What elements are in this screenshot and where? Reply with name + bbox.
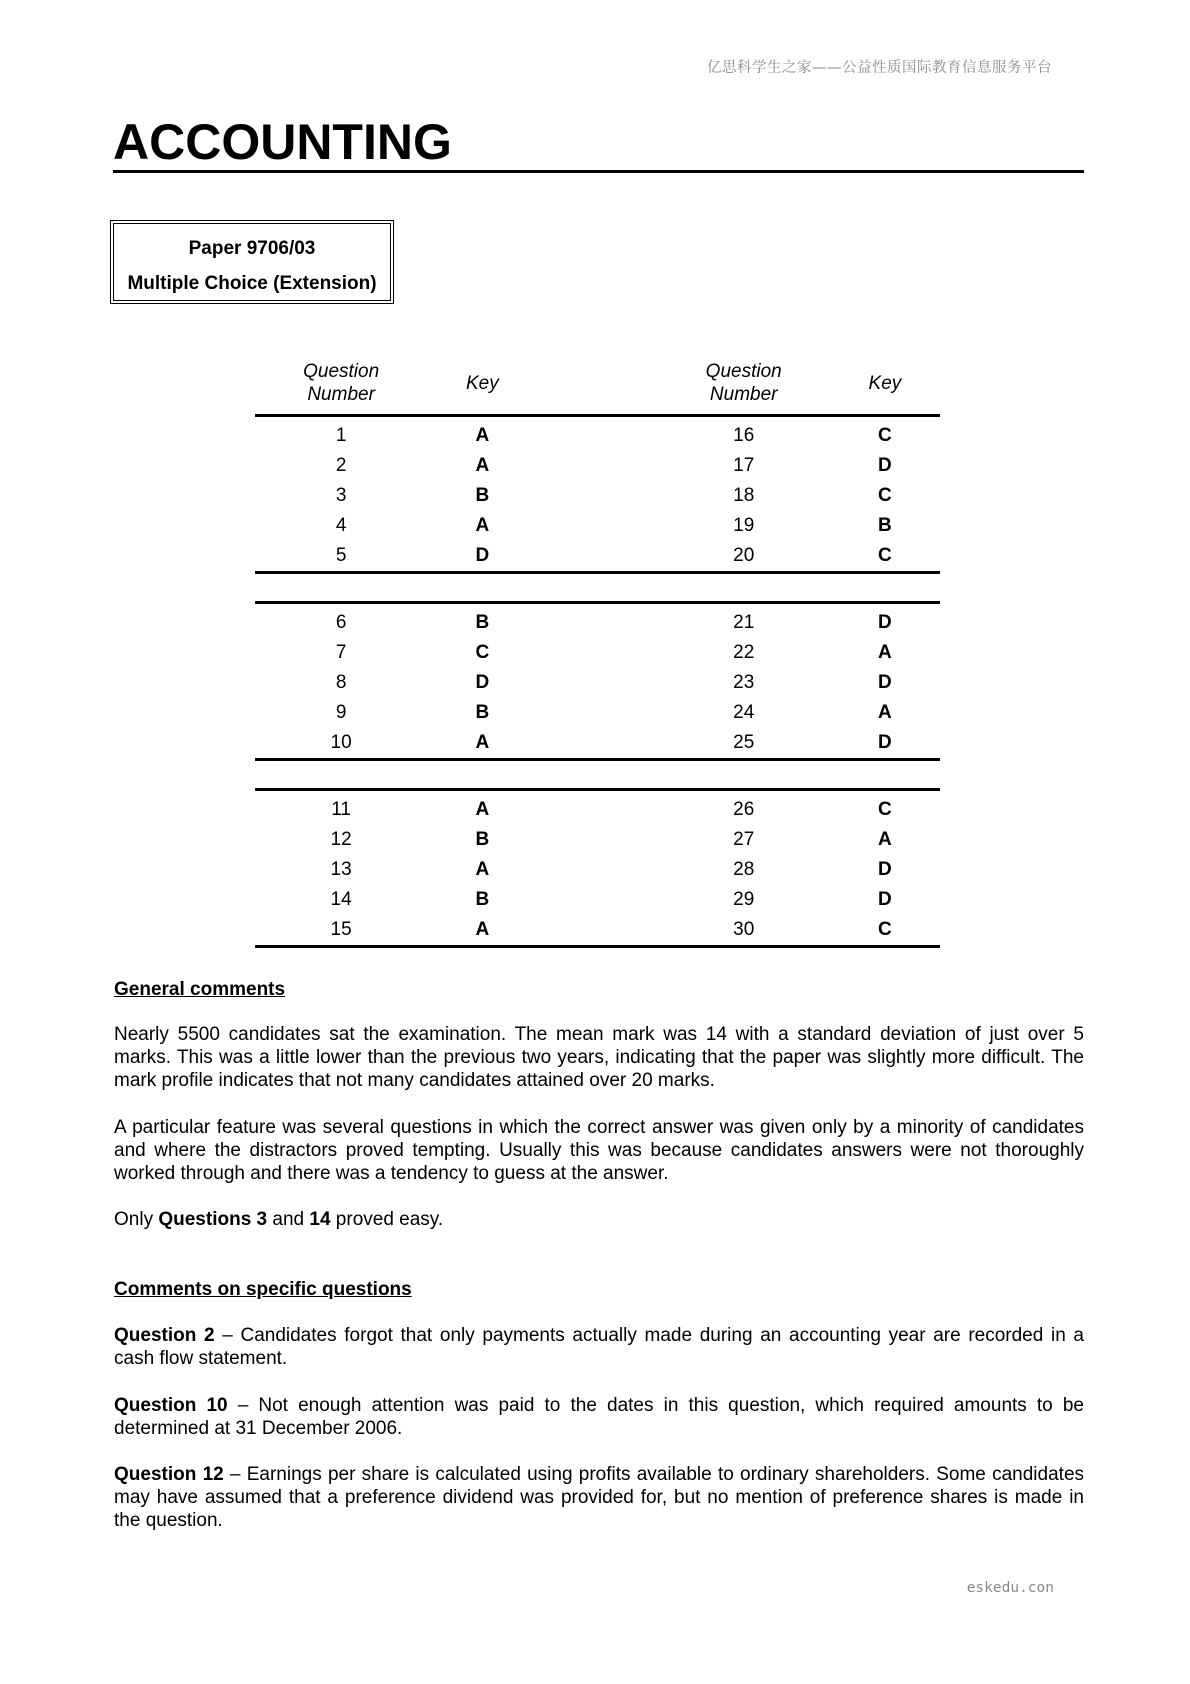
page-title: ACCOUNTING xyxy=(113,114,452,170)
footer-watermark-text: eskedu.con xyxy=(966,1580,1054,1596)
answer-key: A xyxy=(475,515,490,536)
answer-key: A xyxy=(878,702,892,723)
table-spacer xyxy=(255,760,940,790)
answer-key: B xyxy=(475,612,490,633)
answer-key: B xyxy=(475,889,490,910)
answer-key: A xyxy=(475,425,490,446)
question-number: 21 xyxy=(733,612,755,633)
general-comments-paragraph-1: Nearly 5500 candidates sat the examination. The mean mark was 14 with a standard deviation of just over 5 marks. This was a little lower than the previous two years, indicating that the paper was slightly more difficult. The mark profile indicates that not many candidates attained over 20 marks. xyxy=(114,1024,1084,1091)
question-number: 1 xyxy=(335,425,347,446)
table-row xyxy=(255,416,940,452)
answer-key: D xyxy=(830,728,940,760)
question-number: 28 xyxy=(733,859,755,880)
question-number: 18 xyxy=(733,485,755,506)
table-row xyxy=(255,728,940,760)
answer-key: D xyxy=(878,672,892,693)
paper-info-box xyxy=(110,220,394,304)
answer-key: C xyxy=(475,642,490,663)
table-row xyxy=(255,698,940,728)
answer-key: B xyxy=(475,485,490,506)
question-number: 10 xyxy=(255,728,427,760)
question-number: 30 xyxy=(658,915,830,947)
answer-key: A xyxy=(878,642,892,663)
question-number: 12 xyxy=(330,829,352,850)
question-number: 7 xyxy=(335,642,347,663)
question-number: 29 xyxy=(733,889,755,910)
answer-key: B xyxy=(475,702,490,723)
answer-key: A xyxy=(475,455,490,476)
general-comments-paragraph-3: Only Questions 3 and 14 proved easy. xyxy=(114,1209,444,1230)
table-row xyxy=(255,855,940,885)
answer-key: C xyxy=(878,485,892,506)
question-number: 26 xyxy=(733,799,755,820)
general-comments-paragraph-2: A particular feature was several questions in which the correct answer was given only by a minority of candidates and where the distractors proved tempting. Usually this was because candidates answers were not thoroughly worked through and there was a tendency to guess at the answer. xyxy=(114,1117,1084,1184)
answer-key: C xyxy=(878,425,892,446)
answer-key: B xyxy=(475,829,490,850)
answer-key: D xyxy=(878,455,892,476)
table-row xyxy=(255,511,940,541)
paper-code: Paper 9706/03 xyxy=(188,238,316,259)
question-number: 3 xyxy=(335,485,347,506)
table-row xyxy=(255,915,940,947)
question-number: 24 xyxy=(733,702,755,723)
question-number: 23 xyxy=(733,672,755,693)
answer-key: A xyxy=(878,829,892,850)
answer-key: D xyxy=(427,541,537,573)
question-number: 20 xyxy=(658,541,830,573)
answer-key: D xyxy=(475,672,490,693)
table-row xyxy=(255,885,940,915)
table-row xyxy=(255,825,940,855)
answer-key: C xyxy=(830,541,940,573)
general-comments-heading: General comments xyxy=(114,979,286,1000)
table-spacer xyxy=(255,573,940,603)
answer-key: A xyxy=(427,915,537,947)
header-key: Key xyxy=(830,352,940,416)
question-number: 25 xyxy=(658,728,830,760)
specific-comments-heading: Comments on specific questions xyxy=(114,1279,412,1300)
question-number: 19 xyxy=(733,515,755,536)
table-row xyxy=(255,638,940,668)
question-number: 9 xyxy=(335,702,347,723)
answer-key: B xyxy=(878,515,892,536)
table-header-row xyxy=(255,352,940,416)
header-question-number: Question Number xyxy=(255,352,427,416)
question-number: 17 xyxy=(733,455,755,476)
question-number: 4 xyxy=(335,515,347,536)
header-key: Key xyxy=(427,352,537,416)
answer-key-table xyxy=(255,352,940,948)
question-number: 11 xyxy=(331,799,351,820)
answer-key: A xyxy=(427,728,537,760)
table-row xyxy=(255,790,940,826)
comment-question-12: Question 12 – Earnings per share is calculated using profits available to ordinary shareholders. Some candidates may have assumed that a preference dividend was provided for, but no mention of preference shares is made in the question. xyxy=(114,1464,1085,1531)
title-underline xyxy=(113,170,1084,173)
question-number: 8 xyxy=(335,672,347,693)
answer-key: A xyxy=(475,799,490,820)
header-question-number: Question Number xyxy=(658,352,830,416)
question-number: 2 xyxy=(335,455,347,476)
table-row xyxy=(255,668,940,698)
comment-question-10: Question 10 – Not enough attention was paid to the dates in this question, which required amounts to be determined at 31 December 2006. xyxy=(114,1395,1084,1439)
answer-key: D xyxy=(878,612,892,633)
table-row xyxy=(255,451,940,481)
header-watermark-text: 亿思科学生之家——公益性质国际教育信息服务平台 xyxy=(707,60,1052,76)
question-number: 15 xyxy=(255,915,427,947)
question-number: 22 xyxy=(733,642,755,663)
question-number: 27 xyxy=(733,829,755,850)
table-row xyxy=(255,541,940,573)
answer-key: D xyxy=(878,859,892,880)
question-number: 6 xyxy=(335,612,347,633)
answer-key: C xyxy=(878,799,892,820)
question-number: 13 xyxy=(330,859,352,880)
table-row xyxy=(255,603,940,639)
answer-key: A xyxy=(475,859,490,880)
header-gap xyxy=(537,352,657,416)
question-number: 14 xyxy=(330,889,352,910)
comment-question-2: Question 2 – Candidates forgot that only payments actually made during an accounting year are recorded in a cash flow statement. xyxy=(114,1325,1084,1369)
table-row xyxy=(255,481,940,511)
question-number: 5 xyxy=(255,541,427,573)
answer-key: C xyxy=(830,915,940,947)
paper-type: Multiple Choice (Extension) xyxy=(127,273,377,294)
answer-key: D xyxy=(878,889,892,910)
question-number: 16 xyxy=(733,425,755,446)
